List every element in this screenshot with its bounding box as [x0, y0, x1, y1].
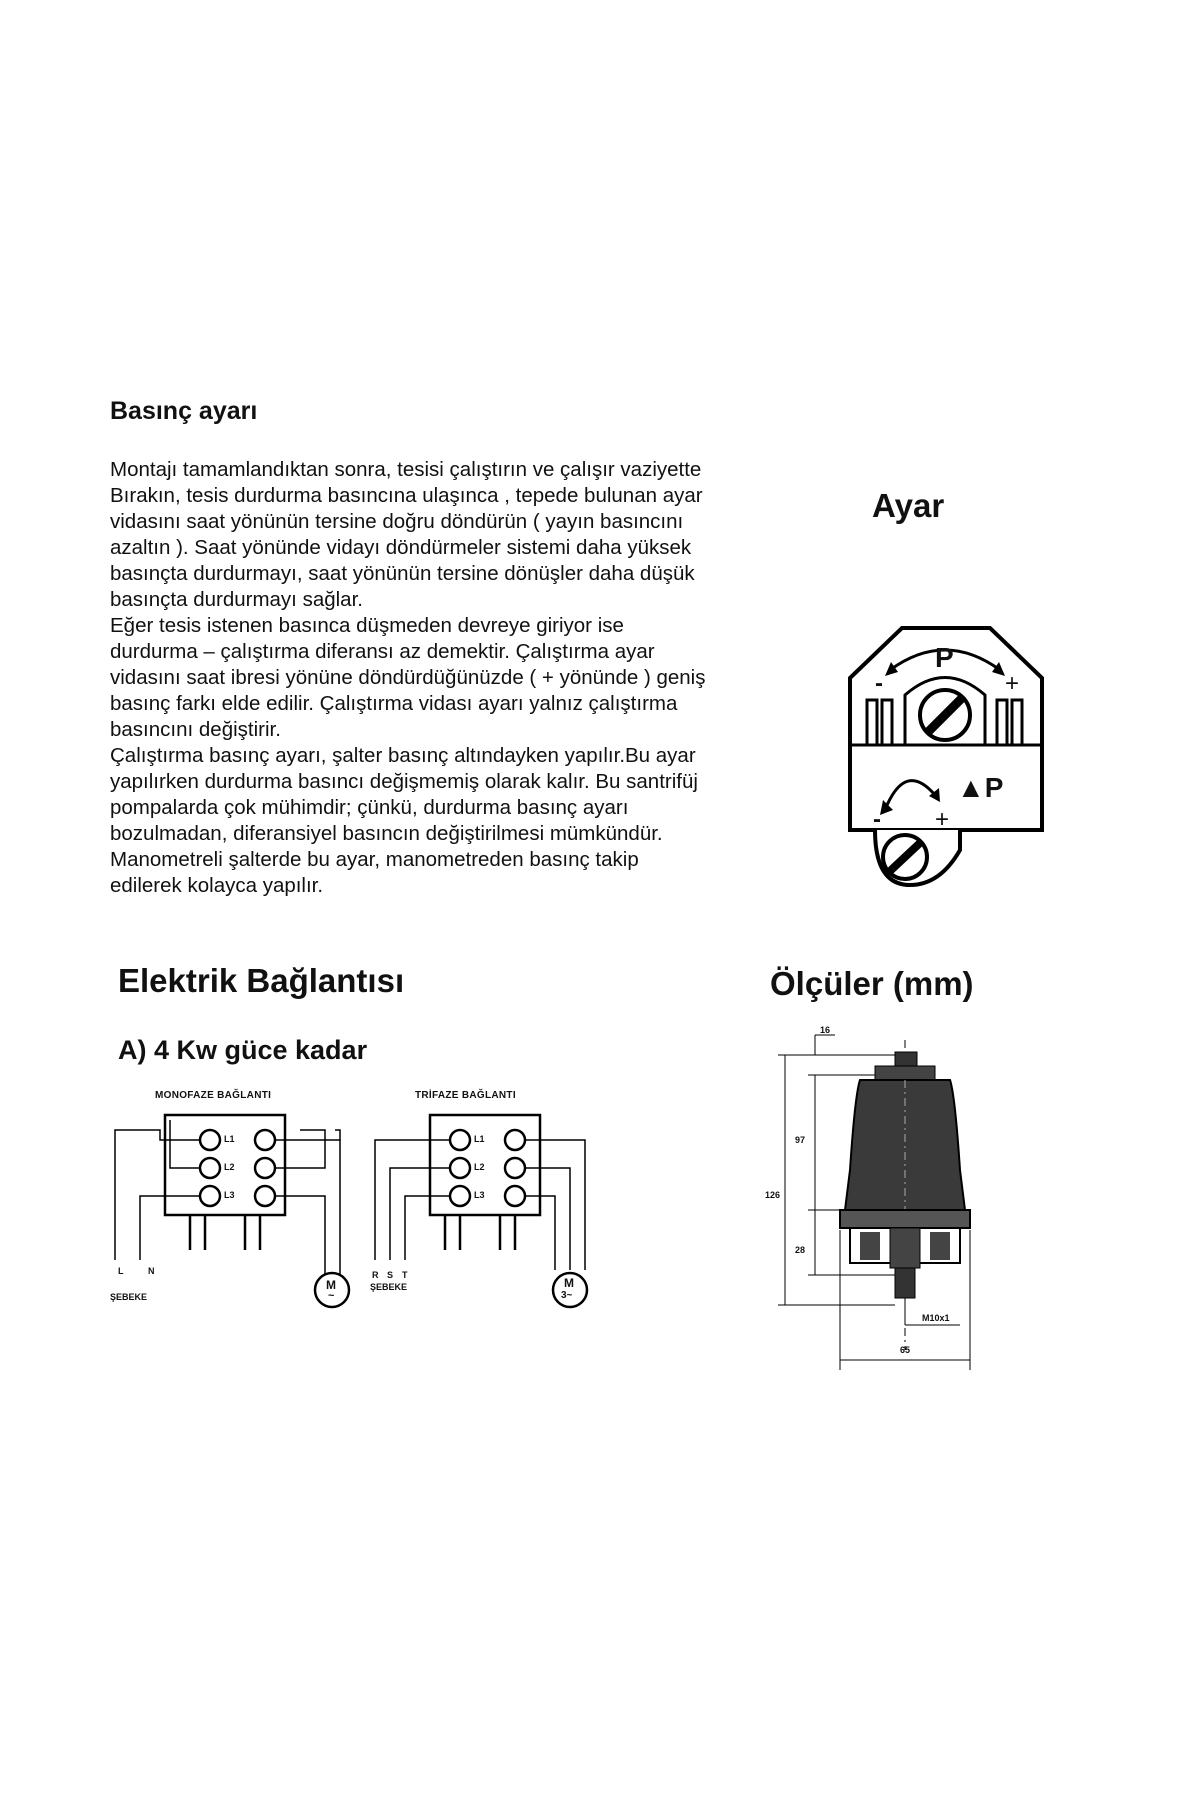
- pressure-symbol-upper: P: [935, 642, 954, 673]
- supply-label: S: [387, 1270, 394, 1280]
- dimensions-title: Ölçüler (mm): [770, 965, 974, 1002]
- text-line: bozulmadan, diferansiyel basıncın değiştirilmesi mümkündür.: [110, 822, 663, 845]
- dim-width: 65: [900, 1345, 911, 1355]
- dim-top: 16: [820, 1025, 831, 1035]
- terminal-label: L1: [224, 1134, 235, 1144]
- dim-thread: M10x1: [922, 1313, 950, 1323]
- text-line: basınçta durdurmayı sağlar.: [110, 588, 363, 611]
- supply-label: R: [372, 1270, 379, 1280]
- ayar-diagram: [845, 620, 1045, 890]
- dim-total: 126: [765, 1190, 781, 1200]
- terminal-label: L1: [474, 1134, 485, 1144]
- text-line: durdurma – çalıştırma diferansı az demektir. Çalıştırma ayar: [110, 640, 655, 663]
- mono-label: MONOFAZE BAĞLANTI: [155, 1090, 272, 1101]
- plus-label-upper: +: [1005, 670, 1020, 697]
- mono-wiring-diagram: [110, 1110, 370, 1320]
- motor-label: M: [326, 1278, 336, 1292]
- text-line: basınçta durdurmayı, saat yönünün tersine dönüşler daha düşük: [110, 562, 695, 585]
- supply-label: L: [118, 1266, 124, 1276]
- pressure-paragraph: [110, 457, 810, 899]
- minus-label-lower: -: [873, 806, 881, 833]
- text-line: vidasını saat yönünün tersine doğru döndürün ( yayın basıncını: [110, 510, 684, 533]
- differential-symbol: ▲P: [957, 772, 1004, 803]
- minus-label-upper: -: [875, 670, 883, 697]
- motor-sub-label: ~: [328, 1290, 335, 1302]
- terminal-label: L3: [474, 1190, 485, 1200]
- text-line: Eğer tesis istenen basınca düşmeden devreye giriyor ise: [110, 614, 624, 637]
- electric-subtitle: A) 4 Kw güce kadar: [118, 1035, 368, 1065]
- network-label: ŞEBEKE: [370, 1282, 408, 1292]
- text-line: Manometreli şalterde bu ayar, manometreden basınç takip: [110, 848, 639, 871]
- dimensions-drawing: [760, 1020, 990, 1375]
- dim-base: 28: [795, 1245, 806, 1255]
- plus-label-lower: +: [935, 806, 950, 833]
- text-line: edilerek kolayca yapılır.: [110, 874, 324, 897]
- text-line: yapılırken durdurma basıncı değişmemiş olarak kalır. Bu santrifüj: [110, 770, 698, 793]
- text-line: basıncını değiştirir.: [110, 718, 281, 741]
- electric-title: Elektrik Bağlantısı: [118, 962, 405, 999]
- supply-label: N: [148, 1266, 155, 1276]
- supply-label: T: [402, 1270, 408, 1280]
- text-line: Montajı tamamlandıktan sonra, tesisi çalıştırın ve çalışır vaziyette: [110, 458, 702, 481]
- ayar-title: Ayar: [872, 487, 945, 524]
- section-title-pressure: Basınç ayarı: [110, 397, 258, 425]
- motor-label: M: [564, 1276, 574, 1290]
- tri-wiring-diagram: [370, 1110, 610, 1320]
- tri-label: TRİFAZE BAĞLANTI: [415, 1090, 516, 1101]
- text-line: basınç farkı elde edilir. Çalıştırma vidası ayarı yalnız çalıştırma: [110, 692, 678, 715]
- text-line: pompalarda çok mühimdir; çünkü, durdurma basınç ayarı: [110, 796, 629, 819]
- network-label: ŞEBEKE: [110, 1292, 148, 1302]
- text-line: vidasını saat ibresi yönüne döndürdüğünüzde ( + yönünde ) geniş: [110, 666, 706, 689]
- text-line: Çalıştırma basınç ayarı, şalter basınç altındayken yapılır.Bu ayar: [110, 744, 696, 767]
- terminal-label: L3: [224, 1190, 235, 1200]
- dim-body: 97: [795, 1135, 806, 1145]
- terminal-label: L2: [224, 1162, 235, 1172]
- text-line: Bırakın, tesis durdurma basıncına ulaşınca , tepede bulunan ayar: [110, 484, 703, 507]
- motor-sub-label: 3~: [561, 1290, 573, 1301]
- text-line: azaltın ). Saat yönünde vidayı döndürmeler sistemi daha yüksek: [110, 536, 692, 559]
- terminal-label: L2: [474, 1162, 485, 1172]
